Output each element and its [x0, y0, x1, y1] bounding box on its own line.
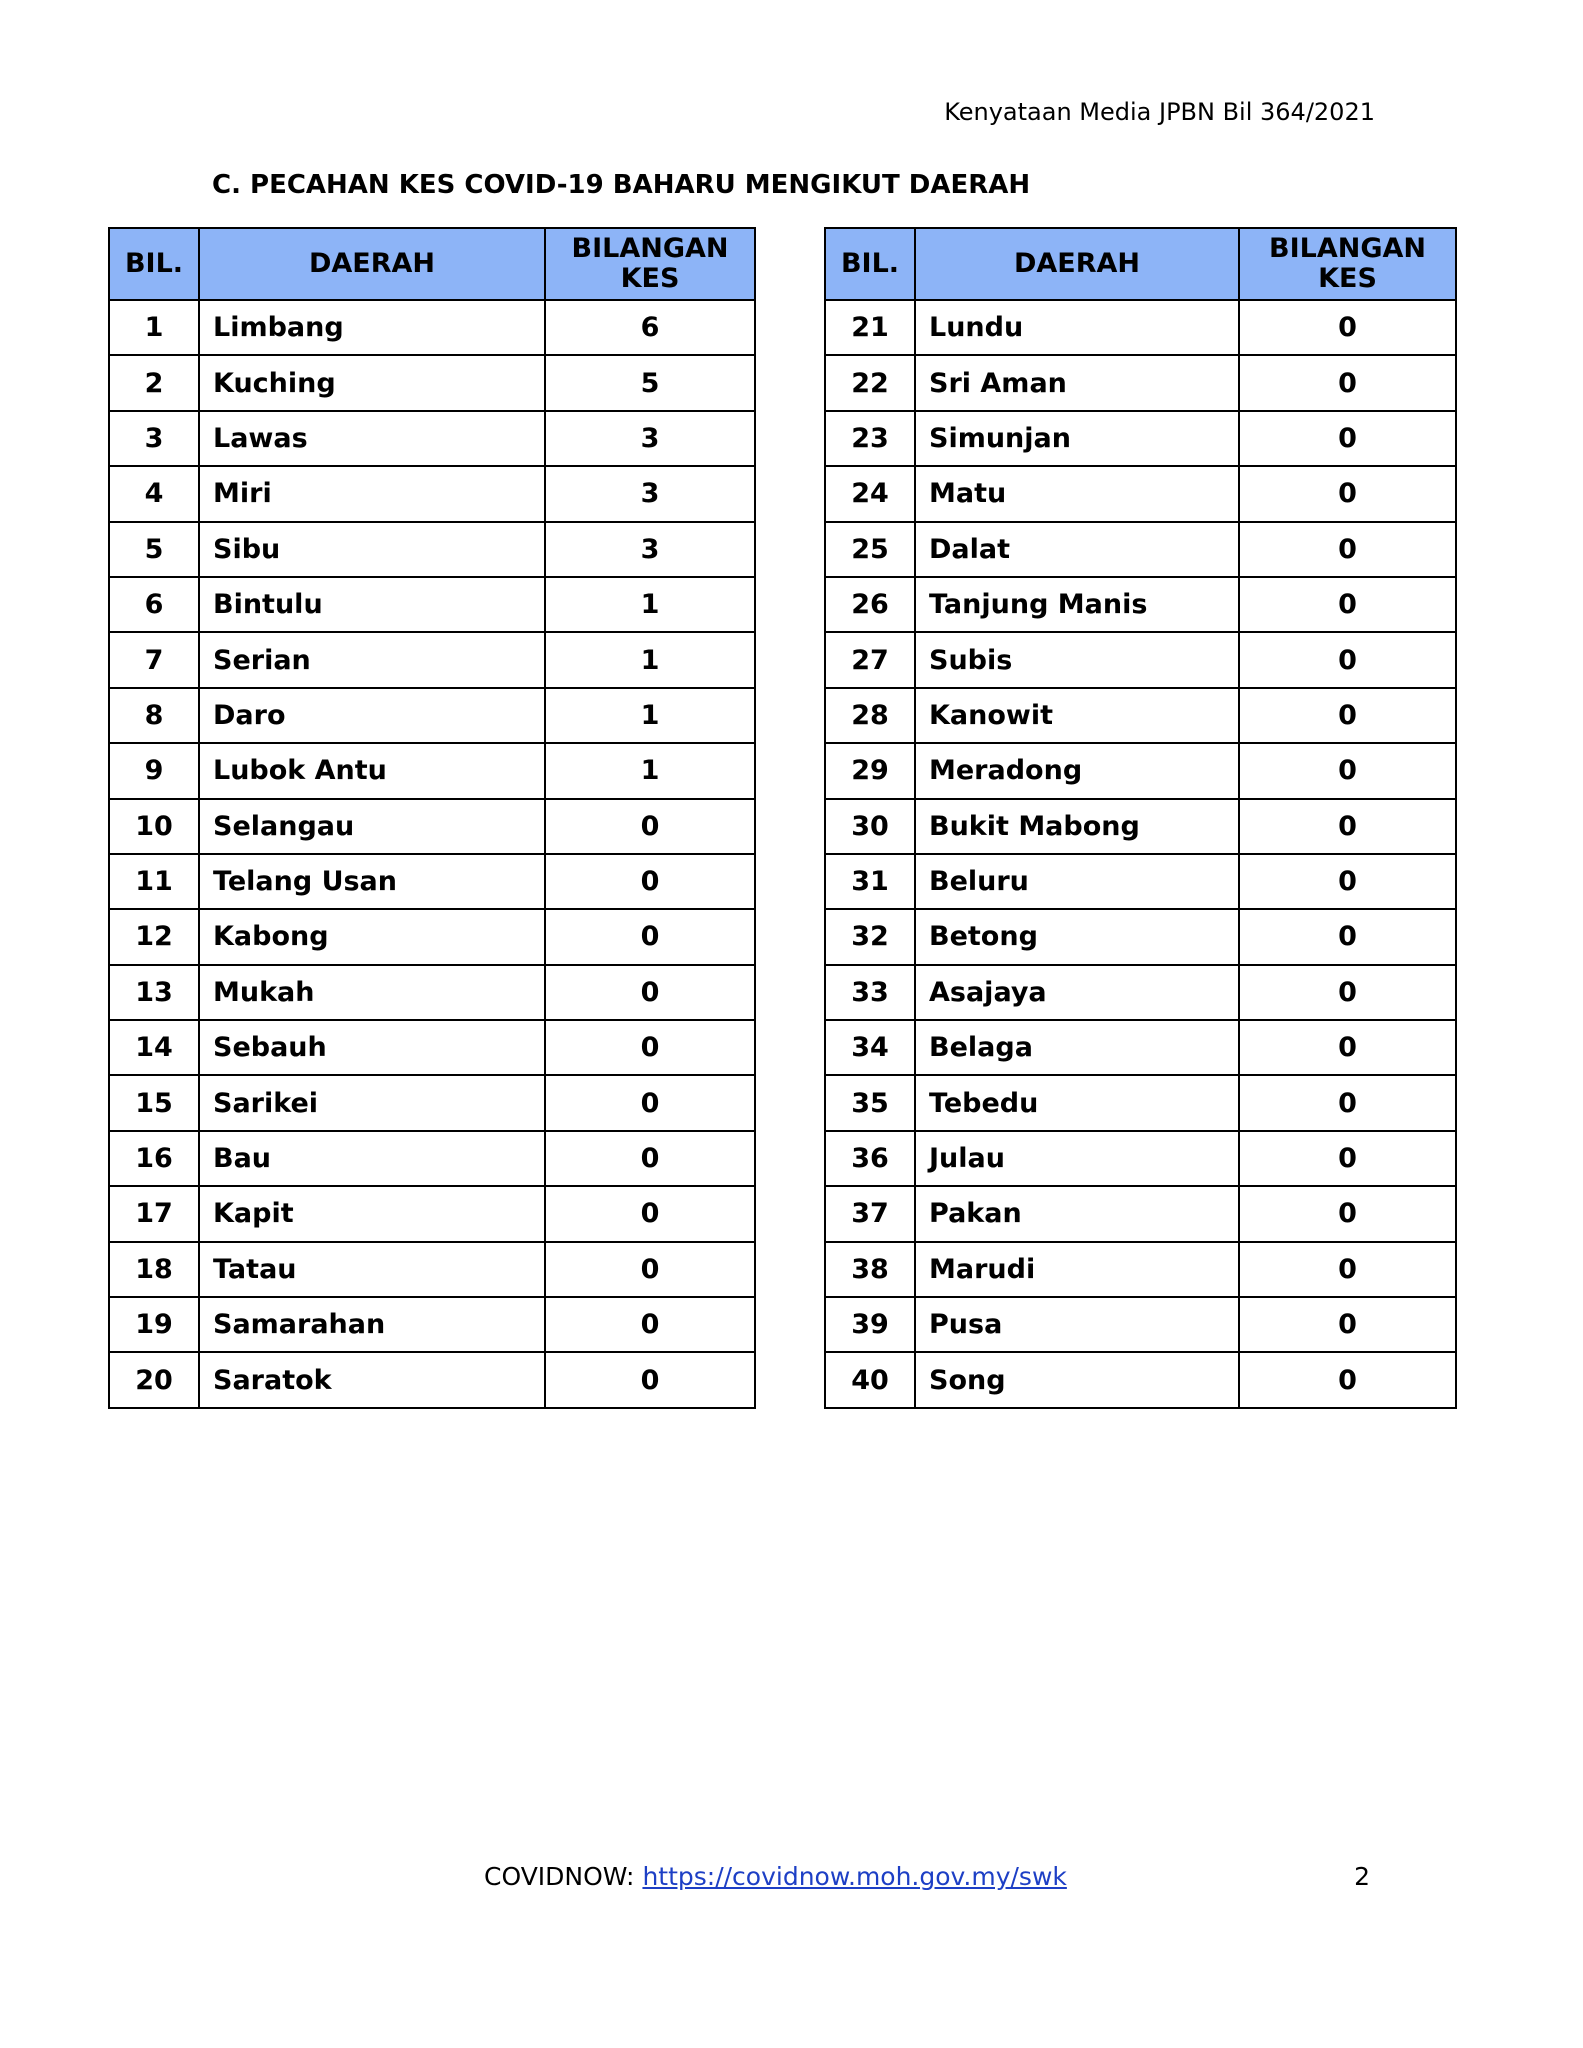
row-number: 23: [825, 411, 915, 466]
column-header-cases-line1: BILANGAN: [571, 233, 729, 264]
case-count: 0: [1239, 300, 1456, 355]
district-name: Belaga: [915, 1020, 1239, 1075]
row-number: 5: [109, 522, 199, 577]
case-count: 0: [1239, 355, 1456, 410]
table-row: [109, 522, 755, 577]
case-count: 0: [545, 1020, 755, 1075]
case-count: 3: [545, 466, 755, 521]
table-row: [825, 300, 1456, 355]
district-name: Pusa: [915, 1297, 1239, 1352]
case-count: 0: [545, 1352, 755, 1407]
row-number: 2: [109, 355, 199, 410]
table-row: [109, 577, 755, 632]
case-count: 0: [1239, 466, 1456, 521]
case-count: 0: [1239, 411, 1456, 466]
table-row: [825, 522, 1456, 577]
case-count: 0: [545, 1186, 755, 1241]
table-row: [825, 355, 1456, 410]
row-number: 11: [109, 854, 199, 909]
case-count: 0: [1239, 1297, 1456, 1352]
district-table-right: [824, 227, 1457, 1409]
row-number: 16: [109, 1131, 199, 1186]
table-row: [109, 1020, 755, 1075]
row-number: 13: [109, 965, 199, 1020]
district-name: Miri: [199, 466, 545, 521]
district-name: Betong: [915, 909, 1239, 964]
row-number: 37: [825, 1186, 915, 1241]
case-count: 0: [545, 909, 755, 964]
table-row: [825, 577, 1456, 632]
case-count: 0: [1239, 688, 1456, 743]
table-row: [825, 1020, 1456, 1075]
case-count: 0: [545, 1075, 755, 1130]
row-number: 21: [825, 300, 915, 355]
case-count: 0: [1239, 522, 1456, 577]
table-row: [825, 466, 1456, 521]
table-row: [109, 1186, 755, 1241]
district-name: Kanowit: [915, 688, 1239, 743]
table-row: [109, 411, 755, 466]
table-row: [109, 1131, 755, 1186]
case-count: 3: [545, 522, 755, 577]
column-header-cases-line2: KES: [620, 263, 680, 294]
footer-prefix: COVIDNOW:: [484, 1862, 643, 1891]
row-number: 40: [825, 1352, 915, 1407]
row-number: 24: [825, 466, 915, 521]
district-name: Simunjan: [915, 411, 1239, 466]
case-count: 0: [1239, 632, 1456, 687]
table-row: [825, 743, 1456, 798]
table-row: [825, 1242, 1456, 1297]
case-count: 0: [1239, 854, 1456, 909]
table-row: [109, 688, 755, 743]
row-number: 19: [109, 1297, 199, 1352]
district-name: Bau: [199, 1131, 545, 1186]
case-count: 0: [1239, 799, 1456, 854]
case-count: 0: [1239, 1242, 1456, 1297]
district-name: Bintulu: [199, 577, 545, 632]
district-name: Sebauh: [199, 1020, 545, 1075]
row-number: 28: [825, 688, 915, 743]
row-number: 8: [109, 688, 199, 743]
district-name: Lundu: [915, 300, 1239, 355]
table-row: [825, 1075, 1456, 1130]
table-row: [825, 1186, 1456, 1241]
row-number: 4: [109, 466, 199, 521]
row-number: 3: [109, 411, 199, 466]
case-count: 0: [1239, 1075, 1456, 1130]
row-number: 10: [109, 799, 199, 854]
case-count: 1: [545, 632, 755, 687]
table-row: [109, 854, 755, 909]
column-header-cases: [1239, 228, 1456, 300]
district-name: Beluru: [915, 854, 1239, 909]
district-name: Samarahan: [199, 1297, 545, 1352]
case-count: 1: [545, 743, 755, 798]
case-count: 1: [545, 688, 755, 743]
district-name: Lubok Antu: [199, 743, 545, 798]
district-name: Subis: [915, 632, 1239, 687]
district-name: Tanjung Manis: [915, 577, 1239, 632]
table-row: [109, 799, 755, 854]
row-number: 35: [825, 1075, 915, 1130]
district-name: Mukah: [199, 965, 545, 1020]
table-row: [109, 466, 755, 521]
district-name: Song: [915, 1352, 1239, 1407]
case-count: 0: [1239, 1131, 1456, 1186]
table-row: [825, 854, 1456, 909]
row-number: 38: [825, 1242, 915, 1297]
case-count: 5: [545, 355, 755, 410]
district-name: Kapit: [199, 1186, 545, 1241]
case-count: 0: [1239, 1020, 1456, 1075]
district-name: Sri Aman: [915, 355, 1239, 410]
case-count: 0: [545, 1242, 755, 1297]
row-number: 33: [825, 965, 915, 1020]
document-reference: Kenyataan Media JPBN Bil 364/2021: [944, 98, 1375, 126]
table-row: [825, 1131, 1456, 1186]
table-row: [109, 1352, 755, 1407]
district-name: Dalat: [915, 522, 1239, 577]
case-count: 0: [545, 1131, 755, 1186]
district-table-left: [108, 227, 756, 1409]
district-name: Sarikei: [199, 1075, 545, 1130]
district-name: Bukit Mabong: [915, 799, 1239, 854]
case-count: 0: [1239, 577, 1456, 632]
column-header-district: DAERAH: [915, 228, 1239, 300]
row-number: 12: [109, 909, 199, 964]
section-title: C. PECAHAN KES COVID-19 BAHARU MENGIKUT DAERAH: [212, 170, 1031, 200]
row-number: 27: [825, 632, 915, 687]
table-row: [825, 1297, 1456, 1352]
row-number: 39: [825, 1297, 915, 1352]
row-number: 25: [825, 522, 915, 577]
table-row: [109, 1075, 755, 1130]
page-number: 2: [1354, 1862, 1370, 1891]
covidnow-link[interactable]: https://covidnow.moh.gov.my/swk: [642, 1862, 1067, 1891]
row-number: 30: [825, 799, 915, 854]
column-header-cases-line2: KES: [1318, 263, 1377, 294]
case-count: 0: [545, 854, 755, 909]
case-count: 0: [1239, 1186, 1456, 1241]
district-name: Kabong: [199, 909, 545, 964]
row-number: 22: [825, 355, 915, 410]
table-row: [825, 909, 1456, 964]
table-row: [109, 909, 755, 964]
row-number: 34: [825, 1020, 915, 1075]
row-number: 29: [825, 743, 915, 798]
row-number: 14: [109, 1020, 199, 1075]
district-name: Selangau: [199, 799, 545, 854]
district-name: Limbang: [199, 300, 545, 355]
row-number: 26: [825, 577, 915, 632]
table-row: [825, 799, 1456, 854]
row-number: 31: [825, 854, 915, 909]
row-number: 15: [109, 1075, 199, 1130]
column-header-cases-line1: BILANGAN: [1269, 233, 1426, 264]
column-header-no: BIL.: [825, 228, 915, 300]
table-row: [825, 688, 1456, 743]
district-name: Tebedu: [915, 1075, 1239, 1130]
row-number: 36: [825, 1131, 915, 1186]
table-row: [109, 743, 755, 798]
district-name: Asajaya: [915, 965, 1239, 1020]
row-number: 17: [109, 1186, 199, 1241]
row-number: 1: [109, 300, 199, 355]
row-number: 7: [109, 632, 199, 687]
district-name: Serian: [199, 632, 545, 687]
case-count: 6: [545, 300, 755, 355]
row-number: 6: [109, 577, 199, 632]
table-row: [825, 965, 1456, 1020]
case-count: 0: [545, 1297, 755, 1352]
district-name: Pakan: [915, 1186, 1239, 1241]
case-count: 0: [1239, 1352, 1456, 1407]
table-row: [109, 965, 755, 1020]
row-number: 20: [109, 1352, 199, 1407]
district-name: Matu: [915, 466, 1239, 521]
district-name: Daro: [199, 688, 545, 743]
column-header-no: BIL.: [109, 228, 199, 300]
case-count: 0: [1239, 965, 1456, 1020]
district-name: Sibu: [199, 522, 545, 577]
row-number: 9: [109, 743, 199, 798]
district-name: Saratok: [199, 1352, 545, 1407]
column-header-district: DAERAH: [199, 228, 545, 300]
column-header-cases: [545, 228, 755, 300]
case-count: 3: [545, 411, 755, 466]
district-name: Julau: [915, 1131, 1239, 1186]
district-name: Marudi: [915, 1242, 1239, 1297]
district-name: Kuching: [199, 355, 545, 410]
row-number: 18: [109, 1242, 199, 1297]
case-count: 0: [545, 799, 755, 854]
case-count: 0: [1239, 909, 1456, 964]
district-name: Lawas: [199, 411, 545, 466]
district-name: Tatau: [199, 1242, 545, 1297]
table-row: [109, 632, 755, 687]
table-header-row: [825, 228, 1456, 300]
district-name: Meradong: [915, 743, 1239, 798]
case-count: 1: [545, 577, 755, 632]
table-row: [825, 1352, 1456, 1407]
district-name: Telang Usan: [199, 854, 545, 909]
table-row: [109, 300, 755, 355]
row-number: 32: [825, 909, 915, 964]
table-row: [109, 1242, 755, 1297]
case-count: 0: [545, 965, 755, 1020]
table-row: [825, 632, 1456, 687]
case-count: 0: [1239, 743, 1456, 798]
footer: [484, 1862, 1067, 1891]
table-header-row: [109, 228, 755, 300]
table-row: [825, 411, 1456, 466]
table-row: [109, 1297, 755, 1352]
table-row: [109, 355, 755, 410]
